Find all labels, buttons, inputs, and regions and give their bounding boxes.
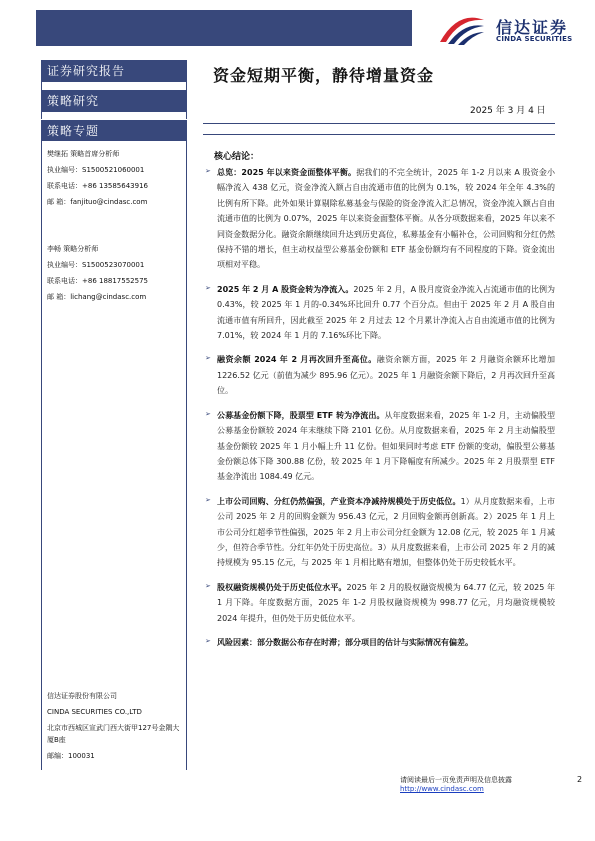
- list-item: [203, 408, 555, 485]
- conclusion-list: [203, 165, 555, 659]
- bullet-arrow-icon: ➢: [205, 283, 211, 292]
- email-label: 邮 箱：: [47, 198, 71, 206]
- bullet-heading: 风险因素：部分数据公布存在时滞；部分项目的估计与实际情况有偏差。: [217, 637, 473, 647]
- logo-text-en: CINDA SECURITIES: [496, 35, 573, 43]
- bullet-heading: 公募基金份额下降，股票型 ETF 转为净流出。: [217, 410, 385, 420]
- sidebar-right-rule: [186, 60, 187, 770]
- analyst-name: 李畅 策略分析师: [47, 245, 99, 253]
- list-item: [203, 580, 555, 626]
- email-label: 邮 箱：: [47, 293, 71, 301]
- bullet-arrow-icon: ➢: [205, 495, 211, 504]
- list-item: [203, 352, 555, 398]
- list-item: [203, 165, 555, 273]
- company-name-en: CINDA SECURITIES CO.,LTD: [47, 708, 142, 716]
- analyst-email-link[interactable]: fanjituo@cindasc.com: [70, 198, 148, 206]
- company-address: 北京市西城区宣武门西大街甲127号金隅大厦B座: [47, 724, 180, 744]
- page-number: 2: [577, 775, 583, 784]
- bullet-heading: 总览：2025 年以来资金面整体平衡。: [217, 168, 357, 177]
- bullet-arrow-icon: ➢: [205, 354, 211, 363]
- bullet-arrow-icon: ➢: [205, 581, 211, 590]
- bullet-body: 2025 年 2 月，A 股月度资金净流入占流通市值的比例为 0.43%，较 2025 年 1 月的-0.34%环比回升 0.77 个百分点。但由于 2025 年 2 月 A 股自由流通市值有所回升，因此截至 2025 年 2 月过去 12 个月累计净流入占自由流通市值的比例为 7.01%，较 2024 年 1 月的 7.16%环比下降。: [217, 284, 555, 341]
- bullet-heading: 融资余额 2024 年 2 月再次回升至高位。: [217, 355, 377, 365]
- bullet-body: 1）从月度数据来看，上市公司 2025 年 2 月的回购金额为 956.43 亿元，2 月回购金额再创新高。2）2025 年 1 月上市公司分红超季节性偏强，2025 年 2 月上市公司分红金额为 12.08 亿元，较 2025 年 1 月减少，但符合季节性。分红年仍处于历史高位。3）从月度数据来看，上市公司 2025 年 2 月的减持规模为 95.15 亿元，与 2025 年 1 月相比略有增加，但整体仍处于历史较低水平。: [217, 496, 555, 568]
- section-divider: [203, 134, 555, 135]
- bullet-heading: 上市公司回购、分红仍然偏强，产业资本净减持规模处于历史低位。: [217, 496, 461, 506]
- list-item: [203, 494, 555, 571]
- analyst-phone: 联系电话：+86 13585643916: [47, 182, 148, 190]
- analyst-email-link[interactable]: lichang@cindasc.com: [70, 293, 147, 301]
- title-divider: [203, 123, 555, 124]
- analyst-email-row: [47, 196, 147, 208]
- bullet-arrow-icon: ➢: [205, 167, 211, 175]
- bullet-body: 据我们的不完全统计，2025 年 1-2 月以来 A 股资金小幅净流入 438 亿元，资金净流入额占自由流通市值的比例为 0.1%，较 2024 年全年 4.3%的比例有所下降。此外如果计算剔除私募基金与保险的资金净流入汇总情况，资金净流入额占自由流通市值的比例为 0.07%，2025 年以来资金面整体平衡。从各分项数据来看，2025 年以来不同资金数据分化。融资余额继续回升达到历史高位，私募基金有小幅补仓，公司回购和分红仍然保持不错的增长，但主动权益型公募基金份额和 ETF 基金份额均有不同程度的下降。资金流出项相对平稳。: [217, 168, 555, 270]
- report-date: 2025 年 3 月 4 日: [470, 106, 546, 116]
- header-band: [36, 10, 412, 46]
- logo-mark-icon: [438, 12, 486, 46]
- page-title: 资金短期平衡，静待增量资金: [213, 66, 435, 85]
- company-logo: [438, 12, 588, 46]
- page-footer: [400, 775, 595, 793]
- logo-text-cn: 信达证券: [496, 18, 569, 37]
- list-item: [203, 635, 555, 650]
- sidebar-left-rule: [41, 60, 42, 770]
- list-item: [203, 282, 555, 344]
- bullet-body: 2025 年 2 月的股权融资规模为 64.77 亿元，较 2025 年 1 月下降。年度数据方面，2025 年 1-2 月股权融资规模为 998.77 亿元，月均融资规模较 2024 年提升，但仍处于历史低位水平。: [217, 582, 556, 623]
- bullet-body: 从年度数据来看，2025 年 1-2 月，主动偏股型公募基金份额较 2024 年末继续下降 2101 亿份。从月度数据来看，2025 年 2 月主动偏股型基金份额较 2025 年 1 月小幅上升 11 亿份。但如果同时考虑 ETF 份额的变动，偏股型公募基金份额总体下降 300.88 亿份，较 2025 年 1 月下降幅度有所减少。2025 年 2 月股票型 ETF 基金净流出 1084.49 亿元。: [217, 410, 555, 482]
- analyst-registration: 执业编号：S1500521060001: [47, 166, 145, 174]
- core-conclusion-label: 核心结论：: [214, 152, 260, 162]
- analyst-registration: 执业编号：S1500523070001: [47, 261, 145, 269]
- company-name-cn: 信达证券股份有限公司: [47, 692, 117, 700]
- company-postcode: 邮编：100031: [47, 752, 95, 760]
- report-category-bar: 策略研究: [41, 90, 187, 112]
- report-subcategory-bar: 策略专题: [41, 119, 187, 141]
- analyst-phone: 联系电话：+86 18817552575: [47, 277, 148, 285]
- bullet-body: 融资余额方面，2025 年 2 月融资余额环比增加 1226.52 亿元（前值为减少 895.96 亿元）。2025 年 1 月融资余额下降后，2 月再次回升至高位。: [217, 355, 555, 396]
- bullet-arrow-icon: ➢: [205, 409, 211, 418]
- bullet-heading: 2025 年 2 月 A 股资金转为净流入。: [217, 284, 354, 294]
- footer-website-link[interactable]: http://www.cindasc.com: [400, 785, 484, 793]
- analyst-name: 樊继拓 策略首席分析师: [47, 150, 120, 158]
- bullet-arrow-icon: ➢: [205, 636, 211, 645]
- analyst-email-row: [47, 291, 146, 303]
- sidebar: [41, 60, 187, 770]
- footer-disclaimer: 请阅读最后一页免责声明及信息披露: [400, 776, 512, 784]
- report-type-bar: 证券研究报告: [41, 60, 187, 82]
- bullet-heading: 股权融资规模仍处于历史低位水平。: [217, 582, 347, 592]
